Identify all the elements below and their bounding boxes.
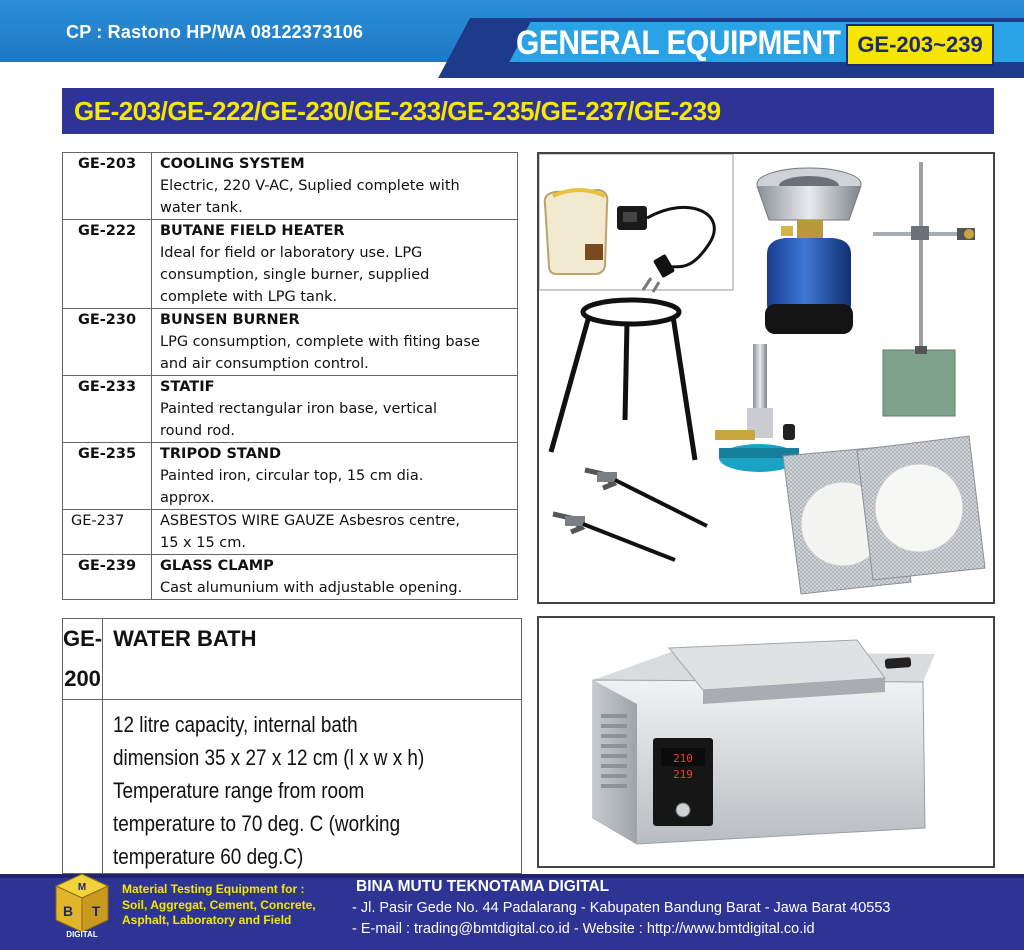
item-line: 15 x 15 cm. — [160, 535, 247, 551]
glass-clamp-image — [553, 470, 707, 560]
empty-cell — [63, 700, 103, 874]
display-bottom-value: 219 — [673, 768, 693, 781]
item-description — [152, 153, 518, 220]
water-bath-line: Temperature range from room — [113, 778, 365, 803]
equipment-photo-panel — [537, 152, 995, 604]
svg-text:B: B — [62, 903, 74, 919]
item-name: BUTANE FIELD HEATER — [160, 223, 345, 239]
water-bath-line: temperature to 70 deg. C (working — [113, 811, 401, 836]
logo-caption: DIGITAL — [66, 930, 98, 939]
company-email-website: - E-mail : trading@bmtdigital.co.id - Website : http://www.bmtdigital.co.id — [352, 921, 815, 937]
table-row — [63, 555, 518, 600]
table-row — [63, 153, 518, 220]
tripod-stand-image — [551, 300, 695, 460]
water-bath-line: temperature 60 deg.C) — [113, 844, 304, 869]
item-line: water tank. — [160, 200, 243, 216]
range-badge-label: GE-203~239 — [857, 32, 983, 57]
table-row — [63, 510, 518, 555]
tagline-line: Soil, Aggregat, Cement, Concrete, — [122, 897, 316, 912]
codes-banner — [62, 88, 994, 134]
item-name: TRIPOD STAND — [160, 446, 282, 462]
table-row — [63, 309, 518, 376]
company-contact — [352, 898, 890, 940]
company-address: - Jl. Pasir Gede No. 44 Padalarang - Kabupaten Bandung Barat - Jawa Barat 40553 — [352, 900, 891, 916]
item-code: GE-233 — [63, 376, 152, 443]
item-line: complete with LPG tank. — [160, 289, 338, 305]
item-line: Ideal for field or laboratory use. LPG — [160, 245, 423, 261]
item-description — [152, 510, 518, 555]
item-code: GE-235 — [63, 443, 152, 510]
water-bath-line: 12 litre capacity, internal bath — [113, 712, 358, 737]
item-line: and air consumption control. — [160, 356, 369, 372]
company-name: BINA MUTU TEKNOTAMA DIGITAL — [356, 878, 610, 895]
item-description — [152, 443, 518, 510]
contact-person: CP : Rastono HP/WA 08122373106 — [66, 22, 364, 42]
item-code: GE-237 — [63, 510, 152, 555]
table-row — [63, 700, 522, 874]
statif-image — [873, 162, 975, 416]
page-title: GENERAL EQUIPMENT — [516, 24, 841, 62]
cooling-system-image — [539, 154, 733, 292]
footer-tagline — [122, 882, 348, 929]
table-row — [63, 220, 518, 309]
water-bath-table — [62, 618, 522, 874]
spec-table — [62, 152, 518, 600]
item-line: Electric, 220 V-AC, Suplied complete with — [160, 178, 460, 194]
item-name: BUNSEN BURNER — [160, 312, 300, 328]
bunsen-burner-image — [715, 344, 799, 472]
equipment-illustration — [539, 154, 993, 602]
item-description — [152, 220, 518, 309]
table-row — [63, 443, 518, 510]
knob-icon — [676, 803, 690, 817]
item-line: Painted rectangular iron base, vertical — [160, 401, 437, 417]
item-line: Cast alumunium with adjustable opening. — [160, 580, 463, 596]
item-line: Painted iron, circular top, 15 cm dia. — [160, 468, 424, 484]
item-description — [152, 555, 518, 600]
item-name: COOLING SYSTEM — [160, 156, 305, 172]
item-description — [152, 376, 518, 443]
water-bath-line: dimension 35 x 27 x 12 cm (l x w x h) — [113, 745, 425, 770]
butane-heater-image — [757, 168, 861, 334]
item-name: STATIF — [160, 379, 215, 395]
item-code: GE-230 — [63, 309, 152, 376]
codes-banner-text: GE-203/GE-222/GE-230/GE-233/GE-235/GE-237/GE-239 — [74, 95, 721, 126]
water-bath-illustration — [539, 618, 993, 866]
water-bath-name: WATER BATH — [103, 619, 522, 700]
item-name: GLASS CLAMP — [160, 558, 274, 574]
item-name: ASBESTOS WIRE GAUZE Asbesros centre, — [160, 513, 460, 529]
item-line: round rod. — [160, 423, 236, 439]
table-row — [63, 619, 522, 700]
display-top-value: 210 — [673, 752, 693, 765]
tagline-line: Asphalt, Laboratory and Field — [122, 913, 292, 927]
item-line: consumption, single burner, supplied — [160, 267, 430, 283]
item-code: GE-222 — [63, 220, 152, 309]
water-bath-code: GE-200 — [63, 619, 103, 700]
bmt-logo-icon — [52, 872, 112, 938]
item-code: GE-239 — [63, 555, 152, 600]
svg-text:M: M — [77, 882, 87, 893]
item-description — [152, 309, 518, 376]
range-badge — [846, 24, 994, 66]
svg-text:T: T — [91, 903, 101, 919]
water-bath-photo-panel — [537, 616, 995, 868]
item-code: GE-203 — [63, 153, 152, 220]
wire-gauze-image — [783, 436, 985, 594]
item-line: approx. — [160, 490, 215, 506]
water-bath-description — [103, 700, 522, 874]
item-line: LPG consumption, complete with fiting base — [160, 334, 480, 350]
header — [0, 0, 1024, 80]
table-row — [63, 376, 518, 443]
tagline-line: Material Testing Equipment for : — [122, 882, 305, 896]
